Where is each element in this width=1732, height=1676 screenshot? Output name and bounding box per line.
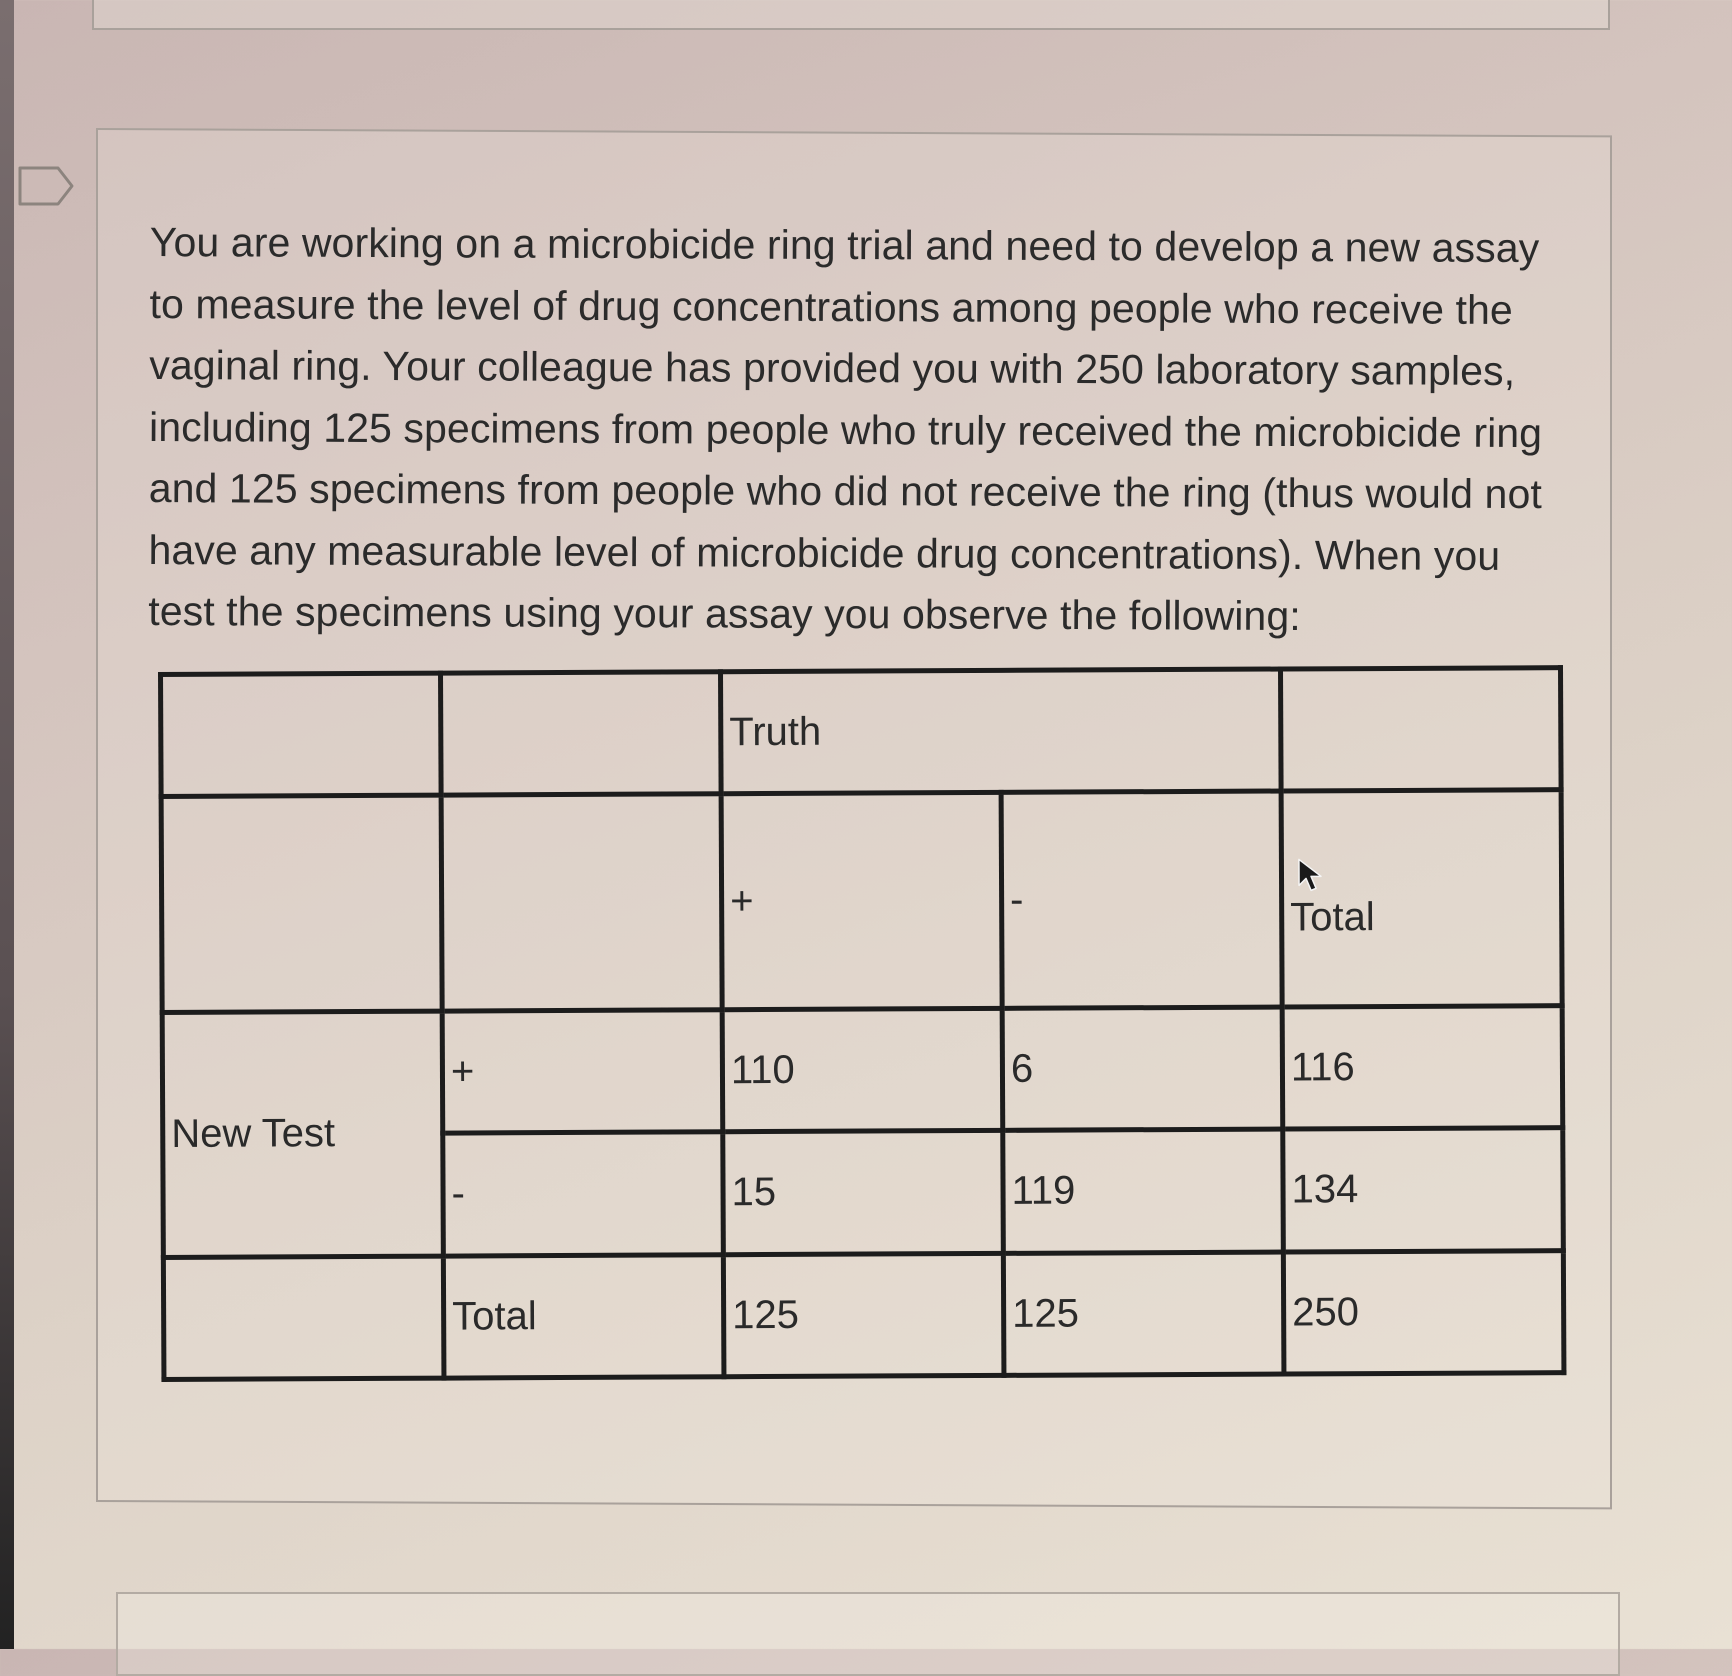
contingency-table (158, 665, 1566, 1382)
screen-left-edge (0, 0, 14, 1649)
table-subheader-row (161, 790, 1562, 1012)
new-test-label: New Test (162, 1011, 443, 1257)
cell-true-positive: 110 (722, 1008, 1003, 1132)
cell-true-negative: 119 (1003, 1129, 1284, 1253)
truth-positive-header: + (721, 793, 1002, 1010)
cell-test-negative-total: 134 (1283, 1128, 1564, 1252)
next-question-card (116, 1592, 1620, 1676)
total-header: Total (1290, 895, 1375, 940)
mouse-pointer-icon (1296, 857, 1324, 893)
table-cell-empty (161, 796, 442, 1013)
cell-test-positive-total: 116 (1282, 1005, 1563, 1129)
previous-question-card (92, 0, 1610, 30)
total-row-label: Total (443, 1254, 724, 1378)
table-cell-empty (441, 672, 722, 796)
test-positive-label: + (442, 1010, 723, 1134)
cell-truth-negative-total: 125 (1003, 1252, 1284, 1376)
table-row-test-positive (162, 1005, 1563, 1134)
cell-false-negative: 15 (723, 1131, 1004, 1255)
table-row-total (163, 1250, 1564, 1379)
flag-question-icon[interactable] (18, 166, 74, 206)
total-header-cell (1281, 790, 1562, 1007)
cell-truth-positive-total: 125 (723, 1253, 1004, 1377)
cell-false-positive: 6 (1002, 1007, 1283, 1131)
table-cell-empty (441, 794, 722, 1011)
truth-negative-header: - (1001, 791, 1282, 1008)
table-cell-empty (1280, 668, 1561, 792)
cell-grand-total: 250 (1283, 1250, 1564, 1374)
table-cell-empty (163, 1256, 444, 1380)
table-cell-empty (161, 673, 442, 797)
table-header-row (161, 668, 1562, 797)
truth-header: Truth (721, 669, 1282, 794)
question-text: You are working on a microbicide ring trial and need to develop a new assay to measure the level of drug concentrations among people who receive the vaginal ring. Your colleague has provided you with 250 laboratory samples, including 125 specimens from people who truly received the microbicide ring and 125 specimens from people who did not receive the ring (thus would not have any measurable level of microbicide drug concentrations). When you test the specimens using your assay you observe the following: (148, 218, 1543, 640)
test-negative-label: - (443, 1132, 724, 1256)
